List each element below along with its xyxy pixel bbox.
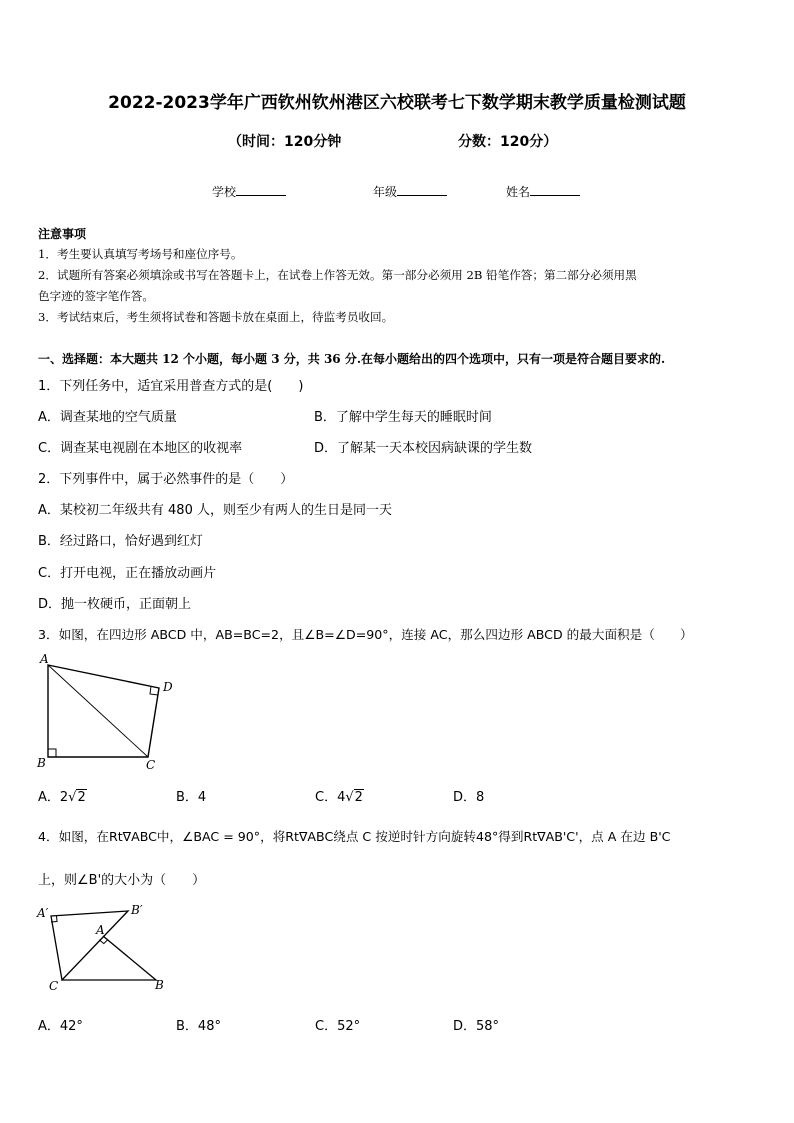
school-blank (236, 185, 286, 196)
right-angle-a (99, 940, 107, 944)
school-field (212, 183, 286, 200)
q3-option-d: D．8 (453, 790, 485, 805)
diagonal-ac (48, 665, 148, 757)
q2-stem: 2．下列事件中，属于必然事件的是（ ） (38, 472, 294, 487)
label-b: B (37, 756, 46, 770)
right-angle-b (48, 749, 56, 757)
q1-stem: 1．下列任务中，适宜采用普查方式的是( ) (38, 379, 304, 394)
q3-option-a (38, 786, 87, 805)
label-a-prime: A′ (37, 906, 49, 920)
label-b: B (155, 978, 164, 992)
q4-stem-line2: 上，则∠B'的大小为（ ） (38, 873, 206, 888)
label-c: C (146, 758, 156, 772)
note-item: 2．试题所有答案必须填涂或书写在答题卡上，在试卷上作答无效。第一部分必须用 2B 铅笔作答；第二部分必须用黑 (38, 268, 637, 282)
q3-option-c (315, 786, 364, 805)
label-d: D (163, 680, 173, 694)
q2-option-c: C．打开电视，正在播放动画片 (38, 566, 217, 581)
q2-option-a: A．某校初二年级共有 480 人，则至少有两人的生日是同一天 (38, 503, 392, 518)
q3-stem: 3．如图，在四边形 ABCD 中，AB=BC=2，且∠B=∠D=90°，连接 AC，那么四边形 ABCD 的最大面积是（ ） (38, 627, 693, 642)
triangle-a1b1c (51, 911, 128, 980)
q4-figure (33, 900, 183, 998)
q3-option-a-radicand: 2 (77, 790, 86, 805)
quadrilateral-abcd (48, 665, 159, 757)
label-a: A (96, 923, 105, 937)
q1-option-a: A．调查某地的空气质量 (38, 410, 177, 425)
name-blank (530, 185, 580, 196)
grade-blank (397, 185, 447, 196)
q1-option-d: D．了解某一天本校因病缺课的学生数 (314, 441, 533, 456)
q3-option-c-radicand: 2 (354, 790, 363, 805)
q4-option-b: B．48° (176, 1019, 221, 1034)
note-item: 色字迹的签字笔作答。 (38, 289, 154, 303)
q4-option-d: D．58° (453, 1019, 500, 1034)
grade-field (373, 183, 447, 200)
q4-option-c: C．52° (315, 1019, 361, 1034)
q3-option-c-prefix: C．4 (315, 790, 346, 805)
grade-label: 年级 (373, 185, 398, 199)
note-item: 1．考生要认真填写考场号和座位序号。 (38, 247, 243, 261)
exam-time: （时间：120分钟 (228, 134, 342, 150)
q4-option-a: A．42° (38, 1019, 83, 1034)
page-title: 2022-2023学年广西钦州钦州港区六校联考七下数学期末教学质量检测试题 (108, 93, 686, 113)
note-item: 3．考试结束后，考生须将试卷和答题卡放在桌面上，待监考员收回。 (38, 310, 394, 324)
notes-heading: 注意事项 (38, 227, 87, 241)
section-heading: 一、选择题：本大题共 12 个小题，每小题 3 分，共 36 分.在每小题给出的四个选项中，只有一项是符合题目要求的. (38, 352, 666, 366)
name-label: 姓名 (506, 185, 531, 199)
q3-figure (36, 650, 186, 775)
q3-option-b: B．4 (176, 790, 207, 805)
q1-option-c: C．调查某电视剧在本地区的收视率 (38, 441, 243, 456)
q4-stem-line1: 4．如图，在Rt∇ABC中，∠BAC = 90°，将Rt∇ABC绕点 C 按逆时针方向旋转48°得到Rt∇AB'C'，点 A 在边 B'C (38, 829, 671, 844)
sqrt-symbol: √ (345, 790, 354, 805)
school-label: 学校 (212, 185, 237, 199)
sqrt-symbol: √ (68, 790, 77, 805)
q4-rotation-diagram (33, 900, 183, 998)
q2-option-d: D．抛一枚硬币，正面朝上 (38, 597, 192, 612)
exam-score: 分数：120分） (458, 134, 558, 150)
label-c: C (49, 979, 59, 993)
q3-option-a-prefix: A．2 (38, 790, 69, 805)
q1-option-b: B．了解中学生每天的睡眠时间 (314, 410, 492, 425)
label-a: A (40, 652, 49, 666)
q2-option-b: B．经过路口，恰好遇到红灯 (38, 534, 203, 549)
name-field (506, 183, 580, 200)
triangle-abc (62, 936, 156, 980)
label-b-prime: B′ (131, 903, 143, 917)
q3-quadrilateral-diagram (36, 650, 186, 775)
